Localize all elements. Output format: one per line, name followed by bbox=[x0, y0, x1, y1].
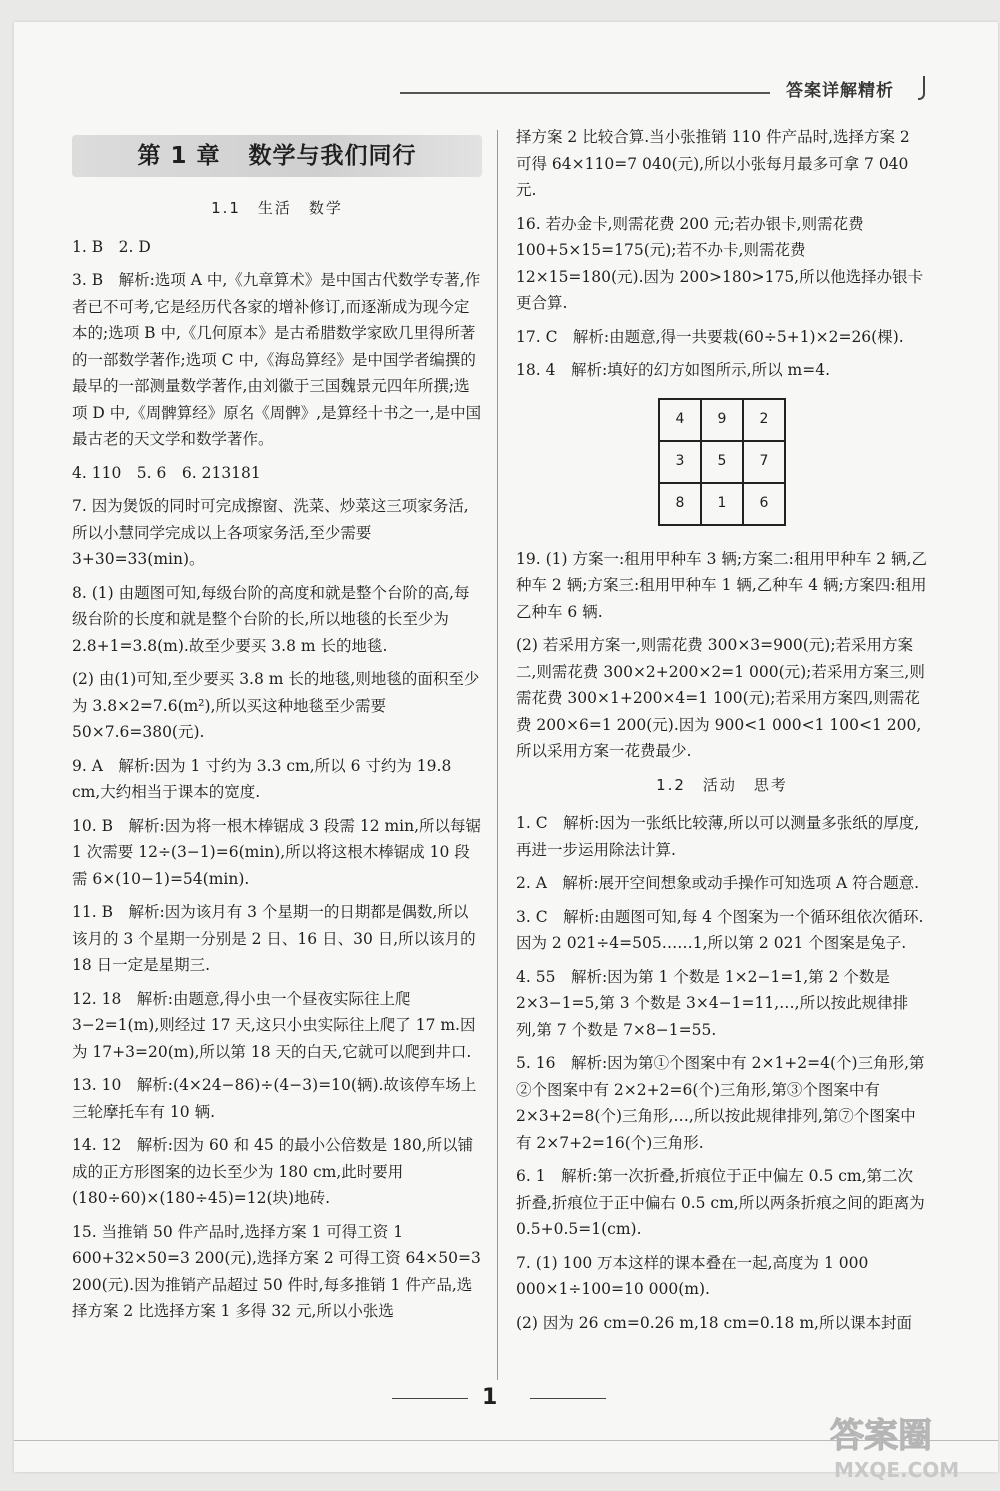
svg-text:MXQE.COM: MXQE.COM bbox=[834, 1458, 960, 1482]
magic-square-cell: 3 bbox=[659, 441, 701, 483]
magic-square-figure bbox=[516, 398, 928, 526]
running-header-title: 答案详解精析 bbox=[786, 81, 894, 101]
answer-item: 16. 若办金卡,则需花费 200 元;若办银卡,则需花费 100+5×15=175(元);若不办卡,则需花费 12×15=180(元).因为 200>180>175,所以他选择办银卡更合算. bbox=[516, 214, 924, 312]
svg-text:答案圈: 答案圈 bbox=[830, 1416, 932, 1456]
answer-item-continued: 择方案 2 比较合算.当小张推销 110 件产品时,选择方案 2 可得 64×110=7 040(元),所以小张每月最多可拿 7 040 元. bbox=[516, 128, 910, 199]
answer-item: 17. C 解析:由题意,得一共要栽(60÷5+1)×2=26(棵). bbox=[516, 327, 904, 346]
page-bottom-edge bbox=[14, 1440, 998, 1441]
magic-square-cell: 6 bbox=[743, 483, 785, 525]
magic-square-grid bbox=[658, 398, 786, 526]
left-column bbox=[72, 135, 482, 1332]
chapter-banner bbox=[72, 135, 482, 177]
magic-square-cell: 9 bbox=[701, 399, 743, 441]
magic-square-cell: 5 bbox=[701, 441, 743, 483]
right-column bbox=[516, 124, 928, 1343]
answer-subitem: (2) 由(1)可知,至少要买 3.8 m 长的地毯,则地毯的面积至少为 3.8×2=7.6(m²),所以买这种地毯至少需要 50×7.6=380(元). bbox=[72, 670, 480, 741]
answer-item: 15. 当推销 50 件产品时,选择方案 1 可得工资 1 600+32×50=3 200(元),选择方案 2 可得工资 64×50=3 200(元).因为推销产品超过 50 件时,每多推销 1 件产品,选择方案 2 比选择方案 1 多得 32 元,所以小张选 bbox=[72, 1222, 481, 1320]
page-number-rule-left bbox=[392, 1398, 468, 1399]
answer-item: 10. B 解析:因为将一根木棒锯成 3 段需 12 min,所以每锯 1 次需要 12÷(3−1)=6(min),所以将这根木棒锯成 10 段需 6×(10−1)=54(min). bbox=[72, 816, 482, 888]
answer-item: 2. A 解析:展开空间想象或动手操作可知选项 A 符合题意. bbox=[516, 874, 920, 892]
answer-item: 1. C 解析:因为一张纸比较薄,所以可以测量多张纸的厚度,再进一步运用除法计算. bbox=[516, 814, 920, 859]
magic-square-cell: 4 bbox=[659, 399, 701, 441]
magic-square-cell: 1 bbox=[701, 483, 743, 525]
answer-item: 6. 1 解析:第一次折叠,折痕位于正中偏左 0.5 cm,第二次折叠,折痕位于正中偏右 0.5 cm,所以两条折痕之间的距离为 0.5+0.5=1(cm). bbox=[516, 1167, 925, 1238]
answer-item: 19. (1) 方案一:租用甲种车 3 辆;方案二:租用甲种车 2 辆,乙种车 2 辆;方案三:租用甲种车 1 辆,乙种车 4 辆;方案四:租用乙种车 6 辆. bbox=[516, 549, 927, 621]
answer-item: 3. B 解析:选项 A 中,《九章算术》是中国古代数学专著,作者已不可考,它是经历代各家的增补修订,而逐渐成为现今定本的;选项 B 中,《几何原本》是古希腊数学家欧几里得所著的一部数学著作;选项 C 中,《海岛算经》是中国学者编撰的最早的一部测量数学著作,由刘徽于三国魏景元四年所撰;选项 D 中,《周髀算经》原名《周髀》,是算经十书之一,是中国最古老的天文学和数学著作。 bbox=[72, 271, 482, 448]
chapter-title: 数学与我们同行 bbox=[248, 142, 417, 169]
answer-item: 7. 因为煲饭的同时可完成擦窗、洗菜、炒菜这三项家务活,所以小慧同学完成以上各项家务活,至少需要 3+30=33(min)。 bbox=[72, 497, 469, 568]
header-bracket-mark bbox=[918, 76, 925, 100]
answer-item: 4. 110 5. 6 6. 213181 bbox=[72, 463, 261, 482]
page-number: 1 bbox=[482, 1385, 498, 1410]
section-title-1-2: 1.2 活动 思考 bbox=[656, 775, 788, 794]
header-rule bbox=[400, 92, 770, 94]
answer-item: 8. (1) 由题图可知,每级台阶的高度和就是整个台阶的高,每级台阶的长度和就是整个台阶的长,所以地毯的长至少为 2.8+1=3.8(m).故至少要买 3.8 m 长的地毯. bbox=[72, 583, 470, 655]
answer-item: 3. C 解析:由题图可知,每 4 个图案为一个循环组依次循环.因为 2 021÷4=505……1,所以第 2 021 个图案是兔子. bbox=[516, 907, 924, 952]
answer-item: 18. 4 解析:填好的幻方如图所示,所以 m=4. bbox=[516, 361, 830, 379]
answer-item: 7. (1) 100 万本这样的课本叠在一起,高度为 1 000 000×1÷100=10 000(m). bbox=[516, 1253, 869, 1298]
answer-subitem: (2) 若采用方案一,则需花费 300×3=900(元);若采用方案二,则需花费 300×2+200×2=1 000(元);若采用方案三,则需花费 300×1+200×4=1 100(元);若采用方案四,则需花费 200×6=1 200(元).因为 900<1 000<1 100<1 200,所以采用方案一花费最少. bbox=[516, 636, 925, 760]
chapter-number: 第 1 章 bbox=[137, 142, 221, 169]
answer-item: 9. A 解析:因为 1 寸约为 3.3 cm,所以 6 寸约为 19.8 cm,大约相当于课本的宽度. bbox=[72, 756, 452, 801]
answer-item: 5. 16 解析:因为第①个图案中有 2×1+2=4(个)三角形,第②个图案中有 2×2+2=6(个)三角形,第③个图案中有 2×3+2=8(个)三角形,…,所以按此规律排列,第⑦个图案中有 2×7+2=16(个)三角形. bbox=[516, 1054, 925, 1152]
answer-item: 12. 18 解析:由题意,得小虫一个昼夜实际往上爬 3−2=1(m),则经过 17 天,这只小虫实际往上爬了 17 m.因为 17+3=20(m),所以第 18 天的白天,它就可以爬到井口. bbox=[72, 989, 476, 1061]
answer-item: 1. B 2. D bbox=[72, 237, 151, 256]
answer-item: 14. 12 解析:因为 60 和 45 的最小公倍数是 180,所以铺成的正方形图案的边长至少为 180 cm,此时要用(180÷60)×(180÷45)=12(块)地砖. bbox=[72, 1136, 474, 1207]
page-number-rule-right bbox=[530, 1398, 606, 1399]
answer-subitem: (2) 因为 26 cm=0.26 m,18 cm=0.18 m,所以课本封面 bbox=[516, 1313, 912, 1332]
answer-item: 11. B 解析:因为该月有 3 个星期一的日期都是偶数,所以该月的 3 个星期一分别是 2 日、16 日、30 日,所以该月的 18 日一定是星期三. bbox=[72, 903, 476, 974]
magic-square-cell: 2 bbox=[743, 399, 785, 441]
answer-item: 13. 10 解析:(4×24−86)÷(4−3)=10(辆).故该停车场上三轮摩托车有 10 辆. bbox=[72, 1076, 477, 1121]
section-title-1-1: 1.1 生活 数学 bbox=[211, 199, 343, 217]
answer-item: 4. 55 解析:因为第 1 个数是 1×2−1=1,第 2 个数是 2×3−1=5,第 3 个数是 3×4−1=11,…,所以按此规律排列,第 7 个数是 7×8−1=55. bbox=[516, 967, 909, 1039]
magic-square-cell: 8 bbox=[659, 483, 701, 525]
magic-square-cell: 7 bbox=[743, 441, 785, 483]
column-divider bbox=[497, 130, 498, 1380]
